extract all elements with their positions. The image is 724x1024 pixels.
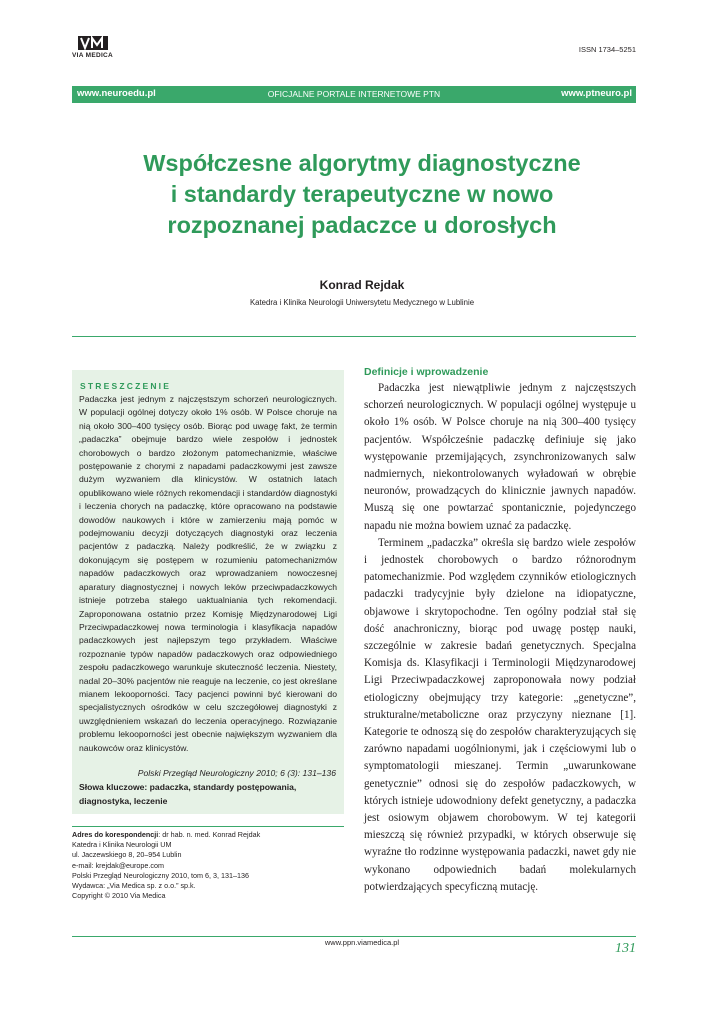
correspondence-line: ul. Jaczewskiego 8, 20–954 Lublin — [72, 850, 182, 860]
correspondence-line: Wydawca: „Via Medica sp. z o.o.” sp.k. — [72, 881, 196, 891]
via-medica-logo-icon — [78, 36, 108, 50]
page-number: 131 — [615, 941, 636, 956]
ptneuro-link[interactable]: www.ptneuro.pl — [561, 88, 632, 99]
title-line: Współczesne algorytmy diagnostyczne — [143, 150, 581, 176]
title-line: rozpoznanej padaczce u dorosłych — [167, 212, 557, 238]
footer-divider — [72, 936, 636, 937]
abstract-citation: Polski Przegląd Neurologiczny 2010; 6 (3): 131–136 — [137, 768, 336, 778]
publisher-logo — [72, 36, 122, 62]
correspondence-line: Copyright © 2010 Via Medica — [72, 891, 166, 901]
article-body — [364, 380, 636, 896]
author-affiliation: Katedra i Klinika Neurologii Uniwersytetu Medycznego w Lublinie — [249, 298, 475, 307]
abstract-text: Padaczka jest jednym z najczęstszym schorzeń neurologicznych. W populacji ogólnej dotyczy około 1% osób. W Polsce choruje na nią około 300–400 tysięcy osób. Biorąc pod uwagę fakt, że termin „padaczka” obejmuje bardzo wiele zespołów i jednostek chorobowych o bardzo złożonym patomechanizmie, właściwe postępowanie z chorymi z napadami padaczkowymi jest zawsze dużym wyzwaniem dla klinicystów. W ostatnich latach opublikowano wiele różnych rekomendacji i standardów diagnostyki i leczenia chorych na padaczkę, które opracowano na podstawie dowodów naukowych i które w zamierzeniu mają pomóc w podejmowaniu decyzji dotyczących diagnostyki oraz leczenia pacjentów z padaczką. Należy podkreślić, że w związku z dokonującym się postępem w rozumieniu patomechanizmów napadów padaczkowych oraz wprowadzaniem nowoczesnej aparatury diagnostycznej i nowych leków przeciwpadaczkowych istnieje potrzeba stałego uaktualniania tych rekomendacji. Zaproponowana ostatnio przez Komisję Międzynarodowej Ligi Przeciwpadaczkowej nowa terminologia i klasyfikacja napadów padaczkowych jest najlepszym tego przykładem. Właściwe rozpoznanie typów napadów padaczkowych oraz odpowiedniego zespołu padaczkowego warunkuje skuteczność leczenia. Niestety, nadal 20–30% pacjentów nie reaguje na leczenie, co jest określane mianem lekooporności. Tacy pacjenci powinni być kierowani do specjalistycznych ośrodków w celu szczegółowej diagnostyki z uwzględnieniem wskazań do leczenia operacyjnego. Rozwiązanie problemu lekooporności jest obecnie największym wyzwaniem dla naukowców oraz klinicystów. — [79, 394, 337, 753]
publisher-name: VIA MEDICA — [72, 52, 114, 59]
correspondence-email[interactable]: e-mail: krejdak@europe.com — [72, 860, 164, 870]
portal-banner — [72, 86, 636, 103]
correspondence-divider — [72, 826, 344, 827]
correspondence-line: Polski Przegląd Neurologiczny 2010, tom 6, 3, 131–136 — [72, 870, 249, 880]
correspondence-name: : dr hab. n. med. Konrad Rejdak — [158, 830, 261, 839]
journal-url[interactable]: www.ppn.viamedica.pl — [324, 938, 400, 947]
section-heading: Definicje i wprowadzenie — [364, 366, 489, 378]
issn-number: ISSN 1734–5251 — [578, 45, 636, 54]
title-line: i standardy terapeutyczne w nowo — [170, 181, 554, 207]
article-title — [40, 148, 684, 241]
abstract-box — [72, 370, 344, 814]
abstract-heading: STRESZCZENIE — [80, 381, 172, 391]
neuroedu-link[interactable]: www.neuroedu.pl — [77, 88, 156, 99]
correspondence-label: Adres do korespondencji — [72, 830, 159, 839]
correspondence-block — [72, 830, 344, 901]
title-divider — [72, 336, 636, 337]
body-paragraph: Terminem „padaczka” określa się bardzo wiele zespołów i jednostek chorobowych o bardzo różnorodnym patomechanizmie. Pod względem czynników etiologicznych padaczki tradycyjnie były dzielone na idiopatyczne, objawowe i skrytopochodne. Ten ogólny podział stał się dość anachroniczny, biorąc pod uwagę postęp nauki, szczególnie w zakresie badań genetycznych. Specjalna Komisja ds. Klasyfikacji i Terminologii Międzynarodowej Ligi Przeciwpadaczkowej zaproponowała nowy podział etiologiczny obejmujący trzy kategorie: „genetyczne”, strukturalne/metaboliczne oraz przyczyny nieznane [1]. Kategorie te odnoszą się do zespołów charakteryzujących się zarówno napadami uogólnionymi, jak i częściowymi lub o symptomatologii mieszanej. Termin „uwarunkowane genetycznie” odnosi się do zespołów padaczkowych, w których istnieje udowodniony defekt genetyczny, a padaczka jest osiowym objawem chorobowym. W tej kategorii mieszczą się również przypadki, w których obserwuje się wyraźne tło rodzinne występowania padaczki, nawet gdy nie wykonano odpowiednich badań molekularnych potwierdzających specyficzną mutację. — [364, 536, 636, 893]
keywords: Słowa kluczowe: padaczka, standardy postępowania, diagnostyka, leczenie — [79, 782, 297, 806]
body-paragraph: Padaczka jest niewątpliwie jednym z najczęstszych schorzeń neurologicznych. W populacji ogólnej występuje u około 1% osób. W Polsce choruje na nią 300–400 tysięcy pacjentów. Współcześnie padaczkę definiuje się jako występowanie przemijających, zsynchronizowanych salw nadmiernych, niekontrolowanych wyładowań w obrębie neuronów, prowadzących do klinicznie jawnych napadów. Muszą się one powtarzać spontanicznie, pojedynczego napadu nie można bowiem uznać za padaczkę. — [364, 382, 636, 532]
banner-caption: OFICJALNE PORTALE INTERNETOWE PTN — [267, 89, 441, 99]
correspondence-line: Katedra i Klinika Neurologii UM — [72, 840, 172, 850]
author-name: Konrad Rejdak — [319, 278, 405, 292]
